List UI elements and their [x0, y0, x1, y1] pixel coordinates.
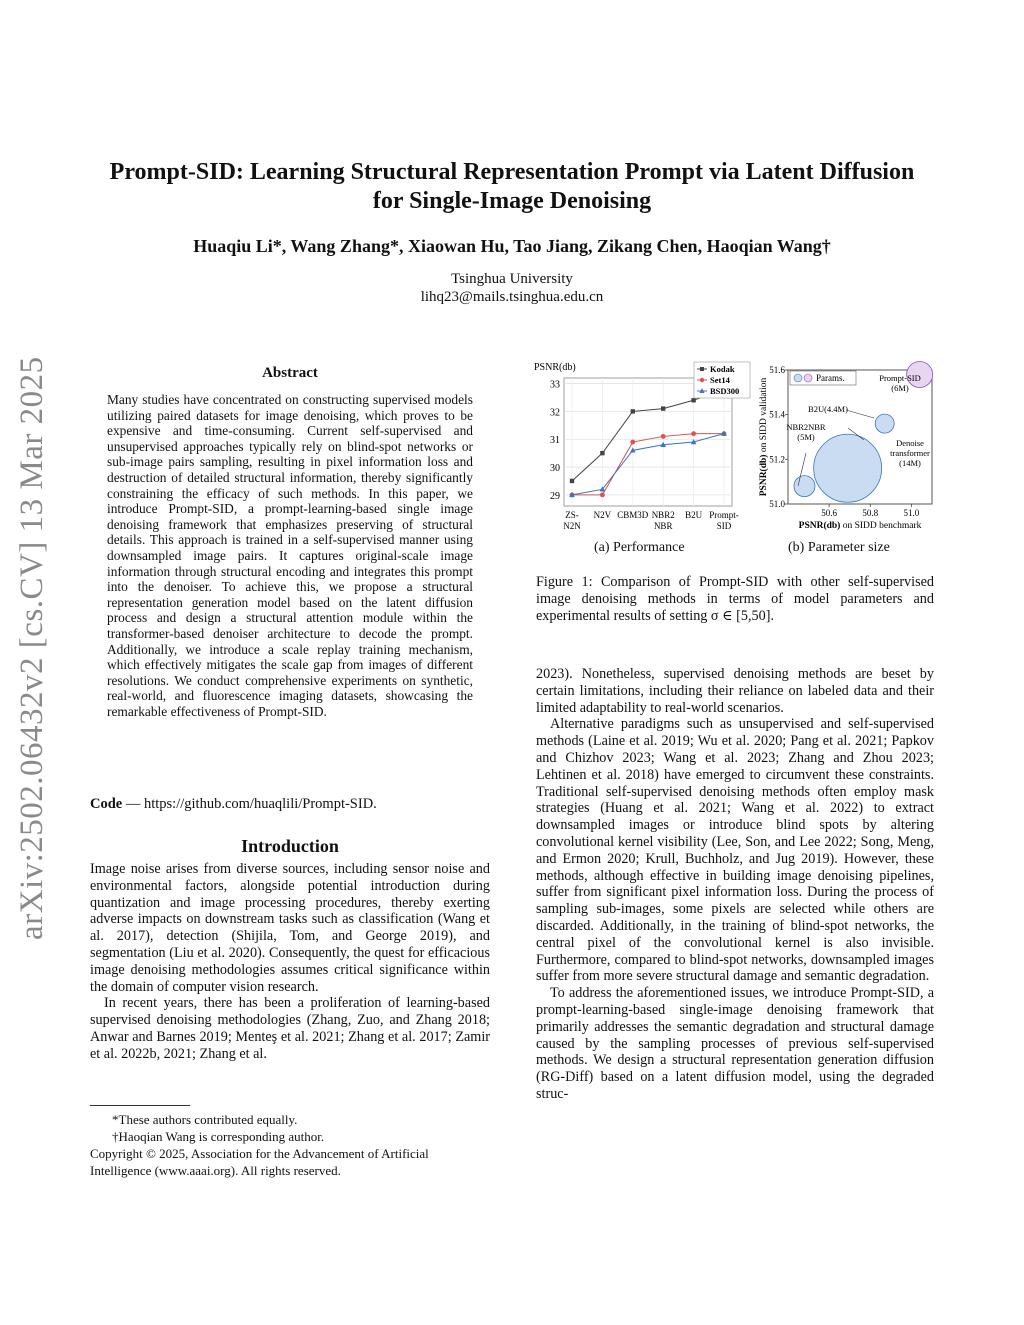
- data-point: [631, 409, 635, 413]
- legend-marker: [700, 367, 704, 371]
- x-tick-label: 50.6: [821, 508, 838, 518]
- y-tick-label: 33: [550, 379, 560, 391]
- x-tick-label: [685, 510, 703, 520]
- bubble-b2u: [875, 414, 894, 433]
- bubble-label-line: NBR2NBR: [786, 422, 826, 432]
- bubble-label: [890, 438, 930, 468]
- parameter-size-chart: [746, 358, 936, 540]
- bubble-label-line: (14M): [899, 458, 921, 468]
- x-tick-label-line: N2V: [593, 510, 612, 520]
- copyright-notice: Copyright © 2025, Association for the Advancement of Artificial Intelligence (www.aaai.org). All rights reserved.: [90, 1146, 429, 1178]
- right-column-body: [536, 666, 934, 1103]
- footnote-rule: [90, 1105, 190, 1106]
- x-tick-label-line: B2U: [685, 510, 703, 520]
- code-line: [90, 796, 377, 813]
- title-line-1: Prompt-SID: Learning Structural Representation Prompt via Latent Diffusion: [109, 159, 915, 185]
- x-tick-label-line: CBM3D: [617, 510, 649, 520]
- data-point: [600, 492, 605, 497]
- data-point: [570, 479, 574, 483]
- intro-paragraph-2: In recent years, there has been a proliferation of learning-based supervised denoising methodologies (Zhang, Zuo, and Zhang 2018; Anwar and Barnes 2019; Menteş et al. 2021; Zhang et al. 2017; Zamir et al. 2022b, 2021; Zhang et al.: [90, 995, 490, 1062]
- data-point: [661, 406, 665, 410]
- x-tick-label-line: NBR: [653, 521, 673, 531]
- legend-label: Params.: [816, 373, 845, 383]
- code-link[interactable]: — https://github.com/huaqlili/Prompt-SID.: [122, 796, 377, 812]
- y-tick-label: 29: [550, 490, 560, 502]
- legend-marker-purple: [804, 374, 812, 382]
- bubble-label-line: B2U(4.4M): [808, 404, 848, 414]
- figure-1: [534, 358, 936, 558]
- arxiv-watermark: arXiv:2502.06432v2 [cs.CV] 13 Mar 2025: [14, 356, 50, 940]
- y-tick-label: 32: [550, 407, 560, 419]
- x-tick-label: [563, 510, 581, 531]
- x-tick-label: 51.0: [903, 508, 920, 518]
- intro-paragraph-1: Image noise arises from diverse sources, including sensor noise and environmental factors, alongside potential introduction during quantization and image processing procedures, thereby exerting adverse impacts on downstream tasks such as classification (Wang et al. 2017), detection (Shijila, Tom, and George 2019), and segmentation (Liu et al. 2020). Consequently, the quest for efficacious image denoising methodologies assumes critical significance within the domain of computer vision research.: [90, 861, 490, 995]
- x-tick-label-line: NBR2: [651, 510, 675, 520]
- abstract-heading: Abstract: [262, 365, 318, 381]
- x-tick-label: 50.8: [862, 508, 879, 518]
- figure-caption: Figure 1: Comparison of Prompt-SID with other self-supervised image denoising methods in terms of model parameters and experimental results of setting σ ∈ [5,50].: [536, 574, 934, 624]
- y-axis-label: PSNR(db): [534, 362, 576, 373]
- legend-label: Set14: [710, 375, 730, 385]
- y-axis-label-bold: PSNR(db): [759, 454, 769, 497]
- author-list: Huaqiu Li*, Wang Zhang*, Xiaowan Hu, Tao Jiang, Zikang Chen, Haoqian Wang†: [193, 236, 831, 256]
- affiliation-block: [90, 270, 934, 306]
- bubble-label-line: Denoise: [896, 438, 924, 448]
- legend-marker-blue: [794, 374, 802, 382]
- bubble-label-line: Prompt-SID: [879, 373, 921, 383]
- bubble-label-line: transformer: [890, 448, 930, 458]
- x-tick-label: [652, 510, 675, 531]
- footnote-2: †Haoqian Wang is corresponding author.: [112, 1129, 325, 1144]
- footnote-1: *These authors contributed equally.: [112, 1112, 298, 1127]
- footnotes: [90, 1111, 490, 1179]
- leader-line: [846, 410, 874, 418]
- data-point: [661, 434, 666, 439]
- abstract-text: Many studies have concentrated on constructing supervised models utilizing paired datasets for image denoising, which proves to be expensive and time-consuming. Current self-supervised and unsupervised approaches typically rely on blind-spot networks or sub-image pairs sampling, resulting in pixel information loss and destruction of detailed structural information, thereby significantly constraining the efficacy of such methods. In this paper, we introduce Prompt-SID, a prompt-learning-based single image denoising framework that emphasizes preserving of structural details. This approach is trained in a self-supervised manner using downsampled image pairs. It captures original-scale image information through structural encoding and integrates this prompt into the denoiser. To achieve this, we propose a structural representation generation model based on the latent diffusion process and design a structural attention module within the transformer-based denoiser architecture to decode the prompt. Additionally, we introduce a scale replay training mechanism, which effectively mitigates the scale gap from images of different resolutions. We conduct comprehensive experiments on synthetic, real-world, and fluorescence imaging datasets, showcasing the remarkable effectiveness of Prompt-SID.: [107, 392, 473, 719]
- title-line-2: for Single-Image Denoising: [372, 188, 652, 214]
- affiliation: Tsinghua University: [451, 271, 573, 287]
- right-paragraph-3: To address the aforementioned issues, we introduce Prompt-SID, a prompt-learning-based single-image denoising framework that primarily addresses the semantic degradation and structural damage caused by the sampling processes of previous self-supervised methods. We design a structural representation generation diffusion (RG-Diff) based on a latent diffusion model, using the degraded struc-: [536, 985, 934, 1102]
- x-axis-label: [799, 520, 922, 531]
- x-tick-label: [709, 510, 739, 531]
- data-point: [600, 451, 604, 455]
- x-tick-label-line: SID: [716, 521, 732, 531]
- performance-chart: [534, 358, 754, 540]
- code-label: Code: [90, 796, 123, 812]
- y-tick-label: 51.6: [769, 365, 785, 375]
- data-point: [691, 431, 696, 436]
- y-axis-label: [758, 378, 769, 497]
- data-point: [691, 398, 695, 402]
- bubble-label: [786, 422, 826, 442]
- series-line-set14: [572, 434, 724, 495]
- bubble-nbr2nbr: [794, 476, 815, 497]
- paper-title: [90, 158, 934, 216]
- right-paragraph-1: 2023). Nonetheless, supervised denoising methods are beset by certain limitations, including their reliance on labeled data and their limited adaptability to real-world scenarios.: [536, 666, 934, 716]
- x-tick-label: [617, 510, 649, 520]
- x-tick-label-line: N2N: [563, 521, 581, 531]
- y-tick-label: 31: [550, 435, 560, 447]
- legend-label: Kodak: [710, 364, 735, 374]
- subcaption-performance: (a) Performance: [594, 540, 685, 555]
- right-paragraph-2: Alternative paradigms such as unsupervised and self-supervised methods (Laine et al. 2019; Wu et al. 2020; Pang et al. 2021; Papkov and Chizhov 2023; Wang et al. 2023; Zhang and Zhou 2023; Lehtinen et al. 2018) have emerged to circumvent these constraints. Traditional self-supervised denoising methods often employ mask strategies (Huang et al. 2021; Wang et al. 2022) to extract downsampled images or introduce blind spots by altering convolutional kernel visibility (Lee, Son, and Lee 2022; Song, Meng, and Ermon 2020; Krull, Buchholz, and Jug 2019). However, these methods, although effective in building image denoising pipelines, suffer from significant pixel information loss. During the process of sampling sub-images, some pixels are selected while others are discarded. Additionally, in the training of blind-spot networks, the central pixel of the convolutional kernel is also invisible. Furthermore, compared to blind-spot networks, downsampled images suffer from more severe structural damage and semantic degradation.: [536, 716, 934, 985]
- x-axis-label-rest: on SIDD benchmark: [840, 521, 922, 531]
- x-tick-label-line: ZS-: [565, 510, 579, 520]
- introduction-body: [90, 861, 490, 1063]
- y-tick-label: 30: [550, 463, 560, 475]
- bubble-label-line: (5M): [797, 432, 815, 442]
- x-tick-label-line: Prompt-: [709, 510, 739, 520]
- data-point: [630, 440, 635, 445]
- y-tick-label: 51.0: [769, 499, 785, 509]
- legend-marker: [700, 378, 704, 382]
- legend-label: BSD300: [710, 386, 740, 396]
- y-axis-label-rest: on SIDD validation: [759, 377, 769, 455]
- y-tick-label: 51.4: [769, 409, 785, 420]
- email[interactable]: lihq23@mails.tsinghua.edu.cn: [420, 289, 604, 305]
- introduction-heading: Introduction: [241, 836, 339, 856]
- bubble-label-line: (6M): [891, 383, 909, 393]
- bubble-label: [808, 404, 848, 414]
- y-tick-label: 51.2: [769, 454, 785, 465]
- x-tick-label: [594, 510, 612, 520]
- subcaption-parameter-size: (b) Parameter size: [788, 540, 890, 555]
- x-axis-label-bold: PSNR(db): [798, 521, 841, 531]
- series-line-bsd300: [572, 434, 724, 495]
- bubble-denoise-transformer: [814, 434, 882, 502]
